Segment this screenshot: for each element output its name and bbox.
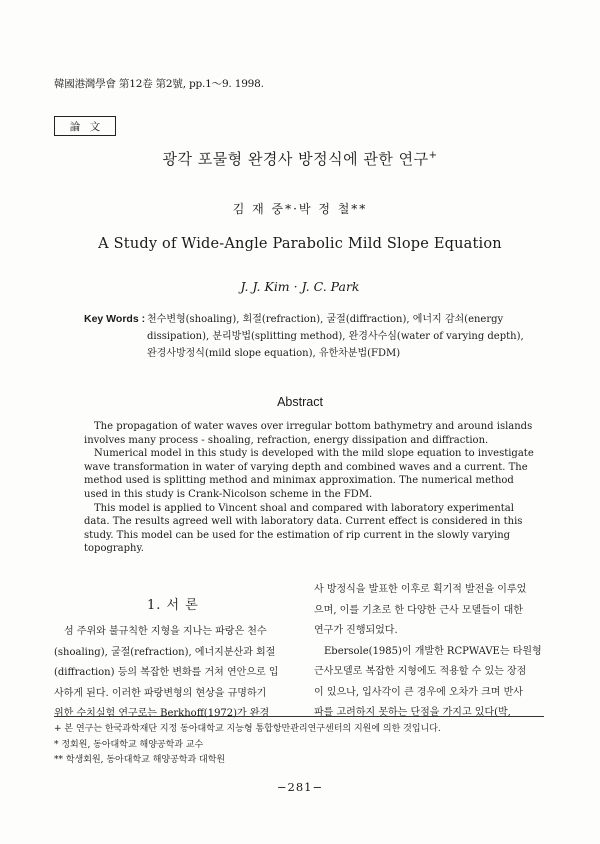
abstract-line: study. This model can be used for the estimation of rip current in the slowly varying bbox=[84, 529, 511, 541]
keywords-line: 천수변형(shoaling), 회절(refraction), 굴절(diffraction), 에너지 감쇠(energy bbox=[147, 314, 504, 325]
body-line: 사하게 된다. 이러한 파랑변형의 현상을 규명하기 bbox=[54, 687, 267, 699]
footnote-funding: + 본 연구는 한국과학재단 지정 동아대학교 지능형 통합항만관리연구센터의 지원에 의한 것입니다. bbox=[54, 724, 441, 734]
body-line: Ebersole(1985)이 개발한 RCPWAVE는 타원형 bbox=[324, 645, 542, 657]
title-footnote-mark: + bbox=[428, 150, 438, 161]
body-line: (diffraction) 등의 복잡한 변화를 거쳐 연안으로 입 bbox=[54, 667, 279, 678]
korean-authors: 김 재 중*·박 정 철** bbox=[232, 202, 368, 216]
keywords-line: dissipation), 분리방법(splitting method), 완경사수심(water of varying depth), bbox=[147, 331, 524, 342]
english-title: A Study of Wide-Angle Parabolic Mild Slope Equation bbox=[98, 236, 502, 252]
footnote-author-2: ** 학생회원, 동아대학교 해양공학과 대학원 bbox=[54, 755, 226, 765]
abstract-line: wave transformation in water of varying depth and combined waves and a current. The bbox=[84, 461, 528, 473]
body-line: (shoaling), 굴절(refraction), 에너지분산과 회절 bbox=[54, 646, 276, 658]
body-line: 이 있으나, 입사각이 큰 경우에 오차가 크며 반사 bbox=[314, 686, 523, 698]
english-authors: J. J. Kim · J. C. Park bbox=[240, 279, 360, 294]
abstract-line: involves many process - shoaling, refraction, energy dissipation and diffraction. bbox=[84, 434, 489, 446]
body-line: 파를 고려하지 못하는 단점을 가지고 있다(박, bbox=[314, 707, 511, 718]
body-line: 사 방정식을 발표한 이후로 획기적 발전을 이루었 bbox=[314, 584, 527, 595]
keywords-line: 완경사방정식(mild slope equation), 유한차분법(FDM) bbox=[147, 348, 401, 359]
body-line: 으며, 이를 기초로 한 다양한 근사 모델들이 대한 bbox=[314, 604, 523, 616]
category-char-1: 論 bbox=[69, 120, 81, 133]
footnote-divider bbox=[54, 716, 544, 717]
abstract-line: This model is applied to Vincent shoal and compared with laboratory experimental bbox=[94, 502, 514, 514]
section-heading: 1. 서 론 bbox=[147, 598, 199, 613]
abstract-line: method used is splitting method and minimax approximation. The numerical method bbox=[84, 475, 514, 487]
page-number: −281− bbox=[276, 780, 324, 794]
korean-title-text: 광각 포물형 완경사 방정식에 관한 연구 bbox=[162, 150, 429, 168]
journal-citation: 韓國港灣學會 第12卷 第2號, pp.1～9. 1998. bbox=[54, 78, 264, 90]
body-line: 섬 주위와 불규칙한 지형을 지나는 파랑은 천수 bbox=[64, 626, 267, 637]
category-char-2: 文 bbox=[89, 120, 101, 133]
footnote-author-1: * 정회원, 동아대학교 해양공학과 교수 bbox=[54, 739, 204, 750]
body-line: 근사모델로 복잡한 지형에도 적용할 수 있는 장점 bbox=[314, 666, 527, 677]
abstract-line: used in this study is Crank-Nicolson scheme in the FDM. bbox=[84, 488, 373, 500]
abstract-body bbox=[84, 420, 540, 556]
article-category-box bbox=[54, 116, 116, 136]
footnotes bbox=[54, 722, 544, 769]
abstract-line: The propagation of water waves over irregular bottom bathymetry and around islands bbox=[94, 421, 533, 432]
abstract-line: Numerical model in this study is developed with the mild slope equation to investigate bbox=[94, 448, 534, 460]
abstract-heading: Abstract bbox=[277, 395, 323, 409]
korean-title bbox=[0, 148, 600, 169]
keywords-block bbox=[84, 311, 554, 362]
keywords-label: Key Words : bbox=[84, 313, 146, 325]
keywords-text bbox=[147, 311, 554, 362]
body-column-right bbox=[314, 580, 554, 724]
body-column-left bbox=[54, 622, 312, 725]
abstract-line: data. The results agreed well with laboratory data. Current effect is considered in this bbox=[84, 516, 523, 528]
body-line: 위한 수치실험 연구로는 Berkhoff(1972)가 완경 bbox=[54, 708, 270, 719]
abstract-line: topography. bbox=[84, 543, 144, 555]
body-line: 연구가 진행되었다. bbox=[314, 625, 398, 636]
